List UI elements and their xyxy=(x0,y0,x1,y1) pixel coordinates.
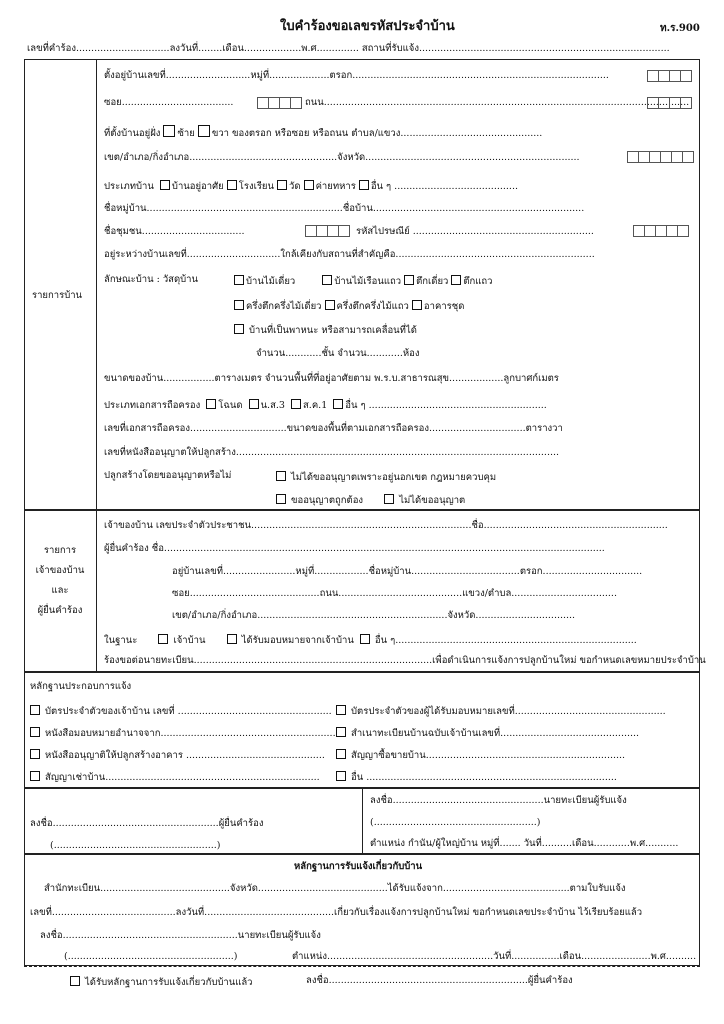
right-side-checkbox[interactable] xyxy=(198,125,210,137)
residence-checkbox[interactable] xyxy=(160,180,170,190)
applicant-soi-line[interactable]: ซอย...........................................ถนน.........................................แขวง/ตำบล................................... xyxy=(172,588,617,599)
brick-single-checkbox[interactable] xyxy=(404,275,414,285)
code-boxes-community[interactable] xyxy=(306,225,350,240)
mobile-home-checkbox[interactable] xyxy=(234,324,244,334)
capacity-label: ในฐานะ xyxy=(104,635,138,646)
wood-single-label: บ้านไม้เดี่ยว xyxy=(246,276,296,287)
other-doc-label[interactable]: อื่น ๆ ........................................................... xyxy=(345,400,547,411)
sale-contract-label[interactable]: สัญญาซื้อขายบ้าน.................................................................. xyxy=(351,750,626,761)
receipt-heading: หลักฐานการรับแจ้งเกี่ยวกับบ้าน xyxy=(294,861,423,872)
soi-line[interactable]: ซอย..................................... xyxy=(104,97,234,108)
permit-number-line[interactable]: เลขที่หนังสืออนุญาตให้ปลูกสร้าง........................................................................................................... xyxy=(104,447,560,458)
half-brick-row-label: ครึ่งตึกครึ่งไม้แถว xyxy=(336,301,409,312)
delegate-id-checkbox[interactable] xyxy=(336,705,346,715)
owner-section-label-1: รายการ xyxy=(43,545,77,556)
between-houses-line[interactable]: อยู่ระหว่างบ้านเลขที่...............................ใกล้เคียงกับสถานที่สำคัญคือ.................................................................. xyxy=(104,249,595,260)
sk1-checkbox[interactable] xyxy=(291,399,301,409)
delegate-id-label[interactable]: บัตรประจำตัวของผู้ได้รับมอบหมายเลขที่.................................................. xyxy=(351,706,666,717)
request-info-line[interactable]: เลขที่คำร้อง...............................ลงวันที่........เดือน...................พ.ศ.............. สถานที่รับแจ้ง................................................................................... xyxy=(27,43,670,54)
receipt-line-4a[interactable]: (.......................................................) xyxy=(64,951,238,962)
evidence-item-3 xyxy=(30,727,336,739)
other-type-label[interactable]: อื่น ๆ ......................................... xyxy=(370,181,518,192)
floors-rooms-line[interactable]: จำนวน............ชั้น จำนวน............ห้อง xyxy=(256,348,420,359)
ownership-doc-label: ประเภทเอกสารถือครอง xyxy=(104,400,201,411)
code-boxes-1[interactable] xyxy=(648,70,692,85)
half-brick-single-checkbox[interactable] xyxy=(234,300,244,310)
form-code: ท.ร.900 xyxy=(660,23,700,34)
mobile-home-label: บ้านที่เป็นพาหนะ หรือสามารถเคลื่อนที่ได้ xyxy=(249,325,417,336)
temple-checkbox[interactable] xyxy=(277,180,287,190)
shophouse-label: ตึกแถว xyxy=(463,276,493,287)
house-size-line[interactable]: ขนาดของบ้าน.................ตารางเมตร จำนวนพื้นที่ที่อยู่อาศัยตาม พ.ร.บ.สาธารณสุข..................ลูกบาศก์เมตร xyxy=(104,373,559,384)
side-of-road-line xyxy=(104,125,542,139)
code-boxes-postal[interactable] xyxy=(634,225,689,240)
chanote-checkbox[interactable] xyxy=(206,399,216,409)
signature-divider xyxy=(362,788,363,854)
sk1-label: ส.ค.1 xyxy=(303,400,328,411)
wood-row-checkbox[interactable] xyxy=(322,275,332,285)
house-registration-checkbox[interactable] xyxy=(336,727,346,737)
receipt-line-3[interactable]: ลงชื่อ..........................................................นายทะเบียนผู้รับแจ้ง xyxy=(40,930,321,941)
ns3-checkbox[interactable] xyxy=(249,399,259,409)
delegated-checkbox[interactable] xyxy=(227,634,237,644)
school-label: โรงเรียน xyxy=(238,181,274,192)
registrar-name-paren[interactable]: (......................................................) xyxy=(370,817,541,828)
evidence-item-5 xyxy=(30,749,325,761)
no-permit-checkbox[interactable] xyxy=(384,494,394,504)
house-type-line xyxy=(104,180,518,192)
material-row-3 xyxy=(234,324,417,336)
owner-section-divider xyxy=(96,510,97,672)
building-permit-checkbox[interactable] xyxy=(30,749,40,759)
applicant-name-paren[interactable]: (......................................................) xyxy=(50,840,221,851)
permit-question-label: ปลูกสร้างโดยขออนุญาตหรือไม่ xyxy=(104,470,232,481)
wood-single-checkbox[interactable] xyxy=(234,275,244,285)
half-brick-single-label: ครึ่งตึกครึ่งไม้เดี่ยว xyxy=(246,301,322,312)
received-evidence-line xyxy=(70,976,253,988)
residence-label: บ้านอยู่อาศัย xyxy=(171,181,224,192)
wood-row-label: บ้านไม้เรือนแถว xyxy=(334,276,402,287)
permit-option-2 xyxy=(276,494,465,506)
condo-label: อาคารชุด xyxy=(423,301,465,312)
householder-checkbox[interactable] xyxy=(158,634,168,644)
applicant-address-line[interactable]: อยู่บ้านเลขที่........................หมู่ที่..................ชื่อหมู่บ้าน....................................ตรอก................................. xyxy=(172,566,643,577)
brick-single-label: ตึกเดี่ยว xyxy=(416,276,449,287)
other-doc-checkbox[interactable] xyxy=(333,399,343,409)
side-label: ที่ตั้งบ้านอยู่ฝั่ง xyxy=(104,128,161,139)
owner-section-label-4: ผู้ยื่นคำร้อง xyxy=(37,605,83,616)
applicant-name-line[interactable]: ผู้ยื่นคำร้อง ชื่อ.................................................................................................................................................. xyxy=(104,543,605,554)
house-section-label: รายการบ้าน xyxy=(32,290,83,301)
house-type-label: ประเภทบ้าน xyxy=(104,181,154,192)
delegated-label: ได้รับมอบหมายจากเจ้าบ้าน xyxy=(241,635,354,646)
evidence-item-4 xyxy=(336,727,639,739)
form-title: ใบคำร้องขอเลขรหัสประจำบ้าน xyxy=(280,19,455,34)
condo-checkbox[interactable] xyxy=(412,300,422,310)
school-checkbox[interactable] xyxy=(227,180,237,190)
permit-correct-label: ขออนุญาตถูกต้อง xyxy=(291,495,364,506)
lease-label[interactable]: สัญญาเช่าบ้าน....................................................................... xyxy=(45,772,320,783)
material-label: ลักษณะบ้าน : วัสดุบ้าน xyxy=(104,274,199,285)
evidence-item-2 xyxy=(336,705,666,717)
right-side-label: ขวา ของตรอก หรือซอย หรือถนน ตำบล/แขวง............................................... xyxy=(211,128,543,139)
building-permit-label[interactable]: หนังสืออนุญาติให้ปลูกสร้างอาคาร .............................................. xyxy=(45,750,325,761)
evidence-item-1 xyxy=(30,705,332,717)
camp-checkbox[interactable] xyxy=(304,180,314,190)
registrar-signature[interactable]: ลงชื่อ..................................................นายทะเบียนผู้รับแจ้ง xyxy=(370,795,627,806)
power-of-attorney-checkbox[interactable] xyxy=(30,727,40,737)
left-side-label: ซ้าย xyxy=(177,128,195,139)
material-row-2 xyxy=(234,300,464,312)
other-evidence-label[interactable]: อื่น ................................................................................... xyxy=(351,772,617,783)
power-of-attorney-label[interactable]: หนังสือมอบหมายอำนาจจาก.......................................................... xyxy=(45,728,336,739)
district-line[interactable]: เขต/อำเภอ/กิ่งอำเภอ.................................................จังหวัด....................................................................... xyxy=(104,152,580,163)
receipt-line-1[interactable]: สำนักทะเบียน...........................................จังหวัด...........................................ได้รับแจ้งจาก..........................................ตามใบรับแจ้ง xyxy=(44,883,626,894)
other-type-checkbox[interactable] xyxy=(359,180,369,190)
received-evidence-checkbox[interactable] xyxy=(70,976,80,986)
code-boxes-2[interactable] xyxy=(648,97,692,112)
other-evidence-checkbox[interactable] xyxy=(336,771,346,781)
owner-section-label-3: และ xyxy=(51,585,69,596)
request-to-registrar-line[interactable]: ร้องขอต่อนายทะเบียน...............................................................................เพื่อดำเนินการแจ้งการปลูกบ้านใหม่ ขอกำหนดเลขหมายประจำบ้าน xyxy=(104,655,706,666)
code-boxes-soi[interactable] xyxy=(258,97,302,112)
footer-signature[interactable]: ลงชื่อ..................................................................ผู้ยื่นคำร้อง xyxy=(306,975,573,986)
postal-code-line[interactable]: รหัสไปรษณีย์ ............................................................ xyxy=(356,226,594,237)
owner-id-label[interactable]: บัตรประจำตัวของเจ้าบ้าน เลขที่ ................................................... xyxy=(45,706,332,717)
house-registration-label[interactable]: สำเนาทะเบียนบ้านฉบับเจ้าบ้านเลขที่.............................................. xyxy=(351,728,640,739)
half-brick-row-checkbox[interactable] xyxy=(325,300,335,310)
receipt-line-2[interactable]: เลขที่.........................................ลงวันที่...........................................เกี่ยวกับเรื่องแจ้งการปลูกบ้านใหม่ ขอกำหนดเลขประจำบ้าน ไว้เรียบร้อยแล้ว xyxy=(30,907,643,918)
other-capacity-label[interactable]: อื่น ๆ................................................................................ xyxy=(374,635,637,646)
registrar-position[interactable]: ตำแหน่ง กำนัน/ผู้ใหญ่บ้าน หมู่ที่....... วันที่..........เดือน............พ.ศ........... xyxy=(370,838,679,849)
other-capacity-checkbox[interactable] xyxy=(360,634,370,644)
owner-id-checkbox[interactable] xyxy=(30,705,40,715)
house-number-line[interactable]: ตั้งอยู่บ้านเลขที่............................หมู่ที่....................ตรอก..................................................................................... xyxy=(104,70,609,81)
evidence-item-6 xyxy=(336,749,625,761)
applicant-district-line[interactable]: เขต/อำเภอ/กิ่งอำเภอ...............................................................จังหวัด................................. xyxy=(172,610,576,621)
applicant-signature[interactable]: ลงชื่อ.......................................................ผู้ยื่นคำร้อง xyxy=(30,818,264,829)
road-line[interactable]: ถนน......................................................................................................................... xyxy=(305,97,690,108)
permit-option-1 xyxy=(276,471,496,483)
receipt-line-4b[interactable]: ตำแหน่ง.......................................................วันที่................เดือน.......................พ.ศ.......... xyxy=(292,951,697,962)
capacity-line xyxy=(104,634,637,646)
ownership-doc-line xyxy=(104,399,547,411)
owner-section-label-2: เจ้าของบ้าน xyxy=(35,565,85,576)
evidence-item-7 xyxy=(30,771,320,783)
no-permit-label: ไม่ได้ขออนุญาต xyxy=(399,495,466,506)
no-permit-outside-checkbox[interactable] xyxy=(276,471,286,481)
sale-contract-checkbox[interactable] xyxy=(336,749,346,759)
material-row-1 xyxy=(234,275,493,287)
code-boxes-3[interactable] xyxy=(628,151,694,166)
householder-label: เจ้าบ้าน xyxy=(173,635,206,646)
ns3-label: น.ส.3 xyxy=(260,400,285,411)
evidence-heading: หลักฐานประกอบการแจ้ง xyxy=(30,681,132,692)
left-side-checkbox[interactable] xyxy=(163,125,175,137)
camp-label: ค่ายทหาร xyxy=(315,181,356,192)
lease-checkbox[interactable] xyxy=(30,771,40,781)
village-name-line[interactable]: ชื่อหมู่บ้าน.................................................................ชื่อบ้าน...................................................................... xyxy=(104,203,585,214)
house-owner-line[interactable]: เจ้าของบ้าน เลขประจำตัวประชาชน.........................................................................ชื่อ............................................................. xyxy=(104,520,668,531)
chanote-label: โฉนด xyxy=(218,400,243,411)
house-section-divider xyxy=(96,59,97,510)
cut-line xyxy=(24,966,700,967)
permit-correct-checkbox[interactable] xyxy=(276,494,286,504)
no-permit-outside-label: ไม่ได้ขออนุญาตเพราะอยู่นอกเขต กฎหมายควบคุม xyxy=(291,472,497,483)
received-evidence-label: ได้รับหลักฐานการรับแจ้งเกี่ยวกับบ้านแล้ว xyxy=(85,977,253,988)
temple-label: วัด xyxy=(289,181,301,192)
community-line[interactable]: ชื่อชุมชน.................................. xyxy=(104,226,245,237)
shophouse-checkbox[interactable] xyxy=(451,275,461,285)
evidence-item-8 xyxy=(336,771,617,783)
doc-number-line[interactable]: เลขที่เอกสารถือครอง................................ขนาดของพื้นที่ตามเอกสารถือครอง................................ตารางวา xyxy=(104,423,563,434)
